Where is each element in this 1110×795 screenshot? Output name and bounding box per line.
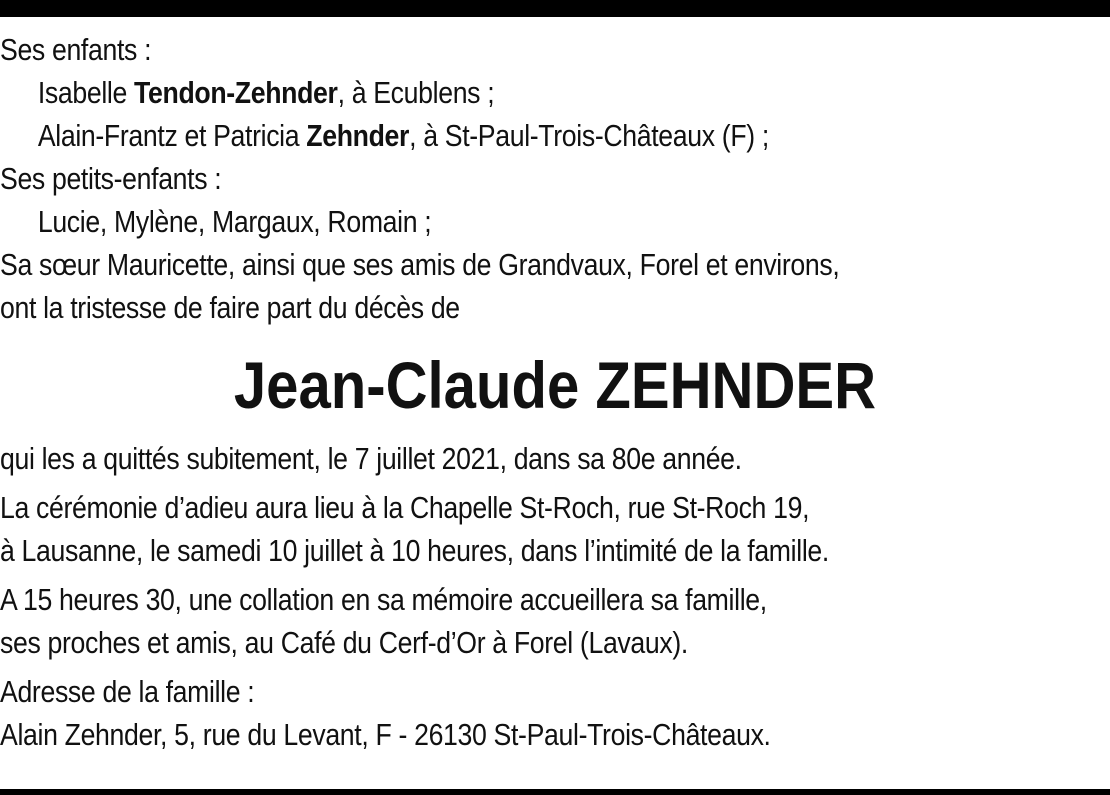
death-notice: qui les a quittés subitement, le 7 juillet 2021, dans sa 80e année. [0,441,742,476]
ceremony-line-2: à Lausanne, le samedi 10 juillet à 10 heures, dans l’intimité de la famille. [0,533,829,568]
family-address: Alain Zehnder, 5, rue du Levant, F - 26130 St-Paul-Trois-Châteaux. [0,717,771,752]
child-1-entry [0,71,955,114]
ceremony-line-1: La cérémonie d’adieu aura lieu à la Chapelle St-Roch, rue St-Roch 19, [0,490,810,525]
deceased-name: Jean-Claude ZEHNDER [233,348,877,422]
announcement-line: ont la tristesse de faire part du décès de [0,290,460,325]
children-heading: Ses enfants : [0,32,152,67]
collation-line-1: A 15 heures 30, une collation en sa mémoire accueillera sa famille, [0,582,767,617]
child-1-location: , à Ecublens ; [337,75,495,110]
child-2-first-names: Alain-Frantz et Patricia [37,118,307,153]
child-2-entry [0,114,955,157]
deceased-name-block [0,329,1110,437]
grandchildren-names: Lucie, Mylène, Margaux, Romain ; [37,204,432,239]
address-heading: Adresse de la famille : [0,674,255,709]
grandchildren-heading: Ses petits-enfants : [0,161,222,196]
bottom-border-rule [0,789,1110,795]
child-1-first-name: Isabelle [37,75,135,110]
top-border-rule [0,0,1110,17]
collation-line-2: ses proches et amis, au Café du Cerf-d’Or à Forel (Lavaux). [0,625,688,660]
child-2-location: , à St-Paul-Trois-Châteaux (F) ; [409,118,769,153]
obituary-notice [0,28,1110,756]
child-2-surname: Zehnder [306,118,410,153]
child-1-surname: Tendon-Zehnder [134,75,338,110]
sister-and-friends-line: Sa sœur Mauricette, ainsi que ses amis de Grandvaux, Forel et environs, [0,247,840,282]
